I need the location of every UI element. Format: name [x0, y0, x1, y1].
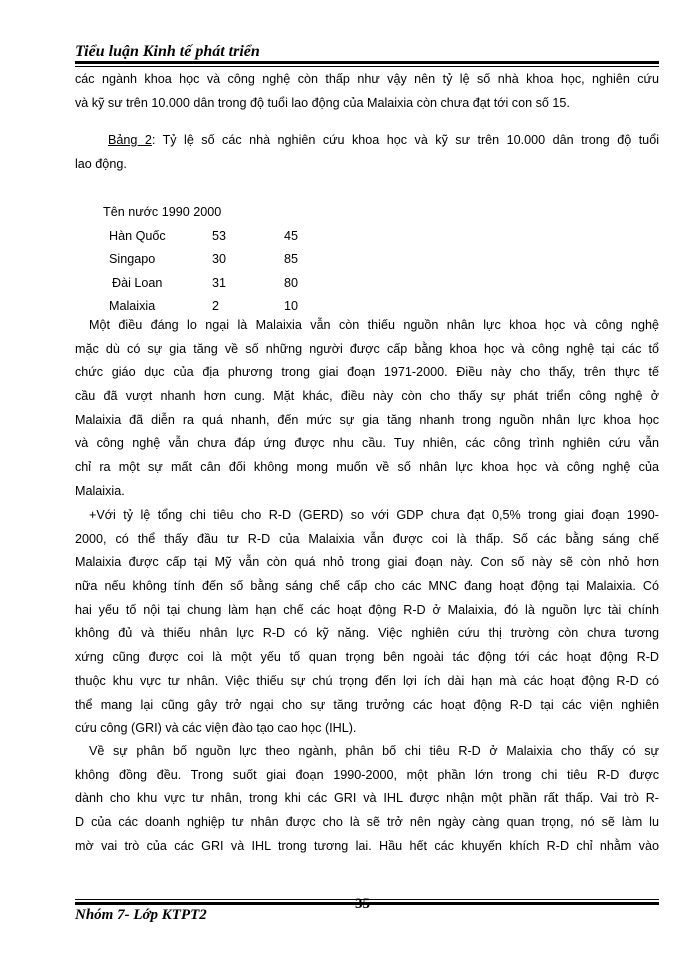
text-line: Malaixia đã diễn ra quá nhanh, đến mức sự gia tăng nhanh trong nguồn nhân lực khoa học [75, 412, 659, 427]
text-line: thể mang lại cũng gây trở ngại cho sự tăng trưởng các hoạt động R-D tại các viện nghiên [75, 697, 659, 712]
paragraph-2 [75, 504, 659, 741]
text-line: cứu công (GRI) và các viện đào tạo cao học (IHL). [75, 721, 357, 736]
header-rule-thick [75, 61, 659, 64]
text-line: hai yếu tố nội tại chung làm hạn chế các hoạt động R-D ở Malaixia, đó là nguồn lực tài chính [75, 602, 659, 617]
country-cell: Singapo [109, 252, 156, 266]
data-table [103, 201, 299, 319]
text-line: thuộc khu vực tư nhân. Việc thiếu sự chú trọng đến lợi ích dài hạn mà các hoạt động R-D có [75, 673, 659, 688]
text-line: Một điều đáng lo ngại là Malaixia vẫn còn thiếu nguồn nhân lực khoa học và công nghệ [89, 318, 659, 332]
text-line: Về sự phân bố nguồn lực theo ngành, phân bố chi tiêu R-D ở Malaixia cho thấy có sự [89, 744, 659, 758]
text-line: D của các doanh nghiệp tư nhân được cho là sẽ trở nên ngày càng quan trọng, nó sẽ làm lu [75, 815, 659, 830]
caption-line: lao động. [75, 156, 127, 171]
paragraph-1 [75, 314, 659, 504]
value-2000-cell: 85 [284, 252, 299, 266]
value-2000-cell: 80 [284, 275, 299, 290]
country-cell: Malaixia [109, 299, 156, 313]
text-line: chức giáo dục của địa phương trong giai đoạn 1971-2000. Điều này cho thấy, trên thực tế [75, 365, 659, 380]
caption-text: : Tỷ lệ số các nhà nghiên cứu khoa học và kỹ sư trên 10.000 dân trong độ tuổi [151, 133, 659, 147]
text-line: không đồng đều. Trong suốt giai đoạn 1990-2000, một phần lớn trong chi tiêu R-D được [75, 767, 659, 782]
text-line: và kỹ sư trên 10.000 dân trong độ tuổi lao động của Malaixia còn chưa đạt tới con số 15. [75, 95, 570, 110]
table-row [103, 248, 299, 272]
text-line: các ngành khoa học và công nghệ còn thấp như vậy nên tỷ lệ số nhà khoa học, nghiên cứu [75, 72, 659, 86]
footer-group: Nhóm 7- Lớp KTPT2 [75, 907, 207, 923]
country-cell: Đài Loan [112, 275, 163, 290]
text-line: mờ vai trò của các GRI và IHL trong tương lai. Hầu hết các khuyến khích R-D chỉ nhằm vào [75, 838, 659, 853]
value-1990-cell: 31 [212, 275, 227, 290]
text-line: Malaixia được cấp tại Mỹ vẫn còn quá nhỏ trong giai đoạn này. Con số này sẽ còn nhỏ hơn [75, 555, 659, 570]
value-2000-cell: 45 [284, 228, 299, 243]
value-1990-cell: 2 [212, 299, 220, 313]
caption-label: Bảng 2 [108, 133, 152, 147]
text-line: xứng cũng được coi là một yếu tố quan trọng bên ngoài tác động tới các hoạt động R-D [75, 650, 659, 665]
text-line: dành cho khu vực tư nhân, trong khi các GRI và IHL được nhận một phần rất thấp. Vai trò R- [75, 791, 659, 806]
text-line: nữa nếu không tính đến số bằng sáng chế cấp cho các MNC đang hoạt động tại Malaixia. Có [75, 579, 659, 594]
header-rule-thin [75, 66, 659, 67]
value-1990-cell: 53 [212, 228, 227, 243]
caption-line [75, 129, 659, 153]
table-header: Tên nước 1990 2000 [103, 205, 222, 219]
text-line: và công nghệ vẫn chưa đáp ứng được nhu cầu. Tuy nhiên, các công trình nghiên cứu vẫn [75, 436, 659, 451]
text-line: mặc dù có sự gia tăng về số những người được cấp bằng khoa học và công nghệ tại các tổ [75, 341, 659, 356]
page-number: 35 [355, 896, 370, 912]
header-title: Tiểu luận Kinh tế phát triển [75, 43, 260, 60]
text-line: 2000, có thể thấy đầu tư R-D của Malaixia vẫn được coi là thấp. Số các bằng sáng chế [75, 531, 659, 546]
text-line: +Với tỷ lệ tổng chi tiêu cho R-D (GERD) so với GDP chưa đạt 0,5% trong giai đoạn 1990- [89, 508, 659, 522]
value-1990-cell: 30 [212, 252, 227, 266]
table-row [103, 225, 299, 249]
table-row [103, 272, 299, 296]
text-line: chỉ ra một sự mất cân đối không mong muốn về số nhân lực khoa học và công nghệ của [75, 460, 659, 475]
table-caption [75, 129, 659, 176]
intro-text [75, 68, 659, 115]
value-2000-cell: 10 [284, 299, 299, 313]
text-line: Malaixia. [75, 483, 125, 498]
paragraph-3 [75, 740, 659, 858]
text-line: không đủ và thiếu nhân lực R-D có kỹ năng. Việc nghiên cứu thị trường còn chưa tương [75, 626, 659, 641]
country-cell: Hàn Quốc [109, 228, 166, 243]
text-line: cầu đã vượt nhanh hơn cung. Mặt khác, điều này còn cho thấy sự phát triển công nghệ ở [75, 389, 659, 404]
